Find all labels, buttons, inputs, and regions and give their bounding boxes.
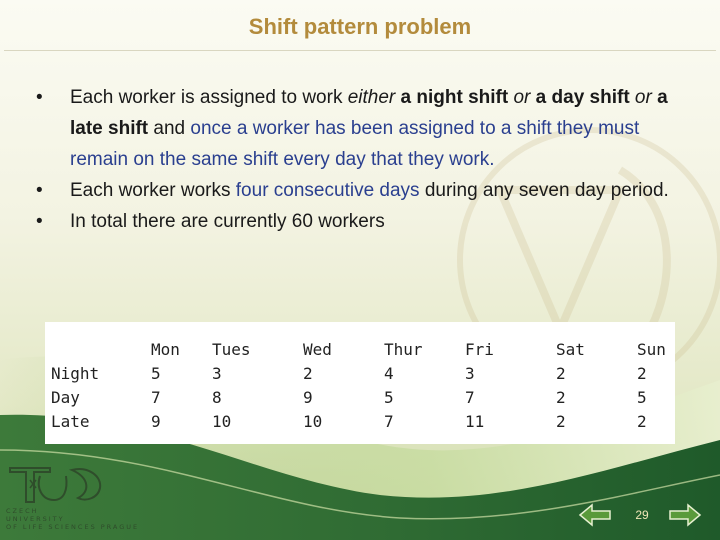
table-cell: 9: [303, 388, 313, 407]
bullet-text: Each worker works four consecutive days during any seven day period.: [70, 180, 669, 201]
university-logo-text: CZECH UNIVERSITY OF LIFE SCIENCES PRAGUE: [6, 507, 140, 531]
table-cell: 11: [465, 412, 485, 431]
arrow-right-icon: [668, 502, 702, 528]
table-cell: 2: [556, 388, 566, 407]
table-cell: 5: [384, 388, 394, 407]
day-header-wed: Wed: [303, 340, 332, 359]
bullet-text: In total there are currently 60 workers: [70, 211, 385, 232]
table-cell: 3: [212, 364, 222, 383]
page-number: 29: [635, 508, 649, 522]
title-divider: [4, 50, 716, 51]
day-header-tues: Tues: [212, 340, 251, 359]
next-slide-button[interactable]: [668, 502, 702, 528]
bullet-dot-icon: •: [36, 87, 43, 108]
bullet-list: [28, 82, 688, 237]
table-cell: 2: [556, 364, 566, 383]
bullet-item: [28, 175, 688, 206]
day-header-thur: Thur: [384, 340, 423, 359]
bullet-dot-icon: •: [36, 180, 43, 201]
arrow-left-icon: [578, 502, 612, 528]
table-cell: 2: [303, 364, 313, 383]
schedule-table-panel: [45, 322, 675, 444]
shift-label-late: Late: [51, 412, 90, 431]
table-cell: 10: [212, 412, 232, 431]
bullet-dot-icon: •: [36, 211, 43, 232]
day-header-mon: Mon: [151, 340, 180, 359]
shift-label-day: Day: [51, 388, 80, 407]
table-cell: 5: [151, 364, 161, 383]
table-cell: 7: [384, 412, 394, 431]
shift-label-night: Night: [51, 364, 100, 383]
bullet-text: Each worker is assigned to work either a night shift or a day shift or a late shift and once a worker has been assigned to a shift they must remain on the same shift every day that they work.: [70, 87, 668, 170]
table-cell: 8: [212, 388, 222, 407]
slide-title: Shift pattern problem: [248, 14, 472, 39]
table-cell: 7: [151, 388, 161, 407]
day-header-sun: Sun: [637, 340, 666, 359]
day-header-sat: Sat: [556, 340, 585, 359]
bullet-item: [28, 206, 688, 237]
table-cell: 9: [151, 412, 161, 431]
table-cell: 5: [637, 388, 647, 407]
schedule-table: [45, 322, 675, 444]
table-cell: 2: [637, 364, 647, 383]
table-cell: 2: [556, 412, 566, 431]
bullet-item: [28, 82, 688, 175]
table-cell: 2: [637, 412, 647, 431]
table-cell: 3: [465, 364, 475, 383]
table-cell: 7: [465, 388, 475, 407]
table-cell: 10: [303, 412, 323, 431]
table-cell: 4: [384, 364, 394, 383]
previous-slide-button[interactable]: [578, 502, 612, 528]
day-header-fri: Fri: [465, 340, 494, 359]
